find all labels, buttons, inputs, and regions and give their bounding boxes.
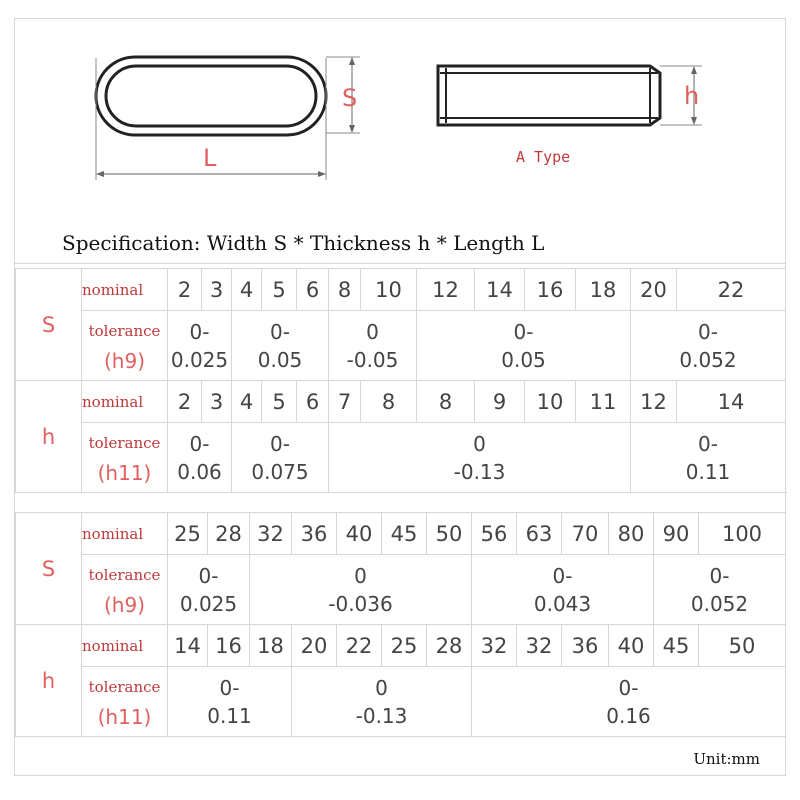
nominal-label: nominal: [82, 513, 168, 555]
nominal-value: 16: [525, 269, 576, 311]
table-row: [16, 423, 786, 493]
table-row: [16, 311, 786, 381]
grade-text: (h11): [97, 460, 152, 485]
tolerance-text: tolerance: [88, 565, 161, 584]
tolerance-value: 0- 0.043: [472, 555, 654, 625]
nominal-value: 3: [202, 269, 232, 311]
grade-text: (h9): [103, 348, 145, 373]
nominal-value: 32: [517, 625, 562, 667]
nominal-value: 5: [262, 269, 297, 311]
nominal-value: 4: [232, 269, 262, 311]
tolerance-value: 0- 0.052: [654, 555, 786, 625]
type-label: A Type: [516, 148, 571, 166]
tolerance-value: 0 -0.13: [329, 423, 631, 493]
nominal-value: 8: [361, 381, 417, 423]
nominal-value: 6: [297, 381, 329, 423]
nominal-value: 5: [262, 381, 297, 423]
nominal-value: 25: [168, 513, 208, 555]
nominal-value: 18: [250, 625, 292, 667]
tolerance-value: 0- 0.075: [232, 423, 329, 493]
grade-text: (h11): [97, 704, 152, 729]
nominal-label: nominal: [82, 269, 168, 311]
key-top-view: [96, 57, 360, 180]
table-row: [16, 625, 786, 667]
nominal-value: 18: [576, 269, 631, 311]
nominal-value: 22: [337, 625, 382, 667]
nominal-value: 36: [292, 513, 337, 555]
nominal-value: 14: [168, 625, 208, 667]
tolerance-value: 0- 0.11: [168, 667, 292, 737]
tolerance-label: [82, 667, 168, 737]
nominal-value: 50: [427, 513, 472, 555]
grade-text: (h9): [103, 592, 145, 617]
width-label: S: [342, 84, 358, 112]
table-row: [16, 513, 786, 555]
tolerance-value: 0- 0.06: [168, 423, 232, 493]
nominal-value: 63: [517, 513, 562, 555]
nominal-value: 6: [297, 269, 329, 311]
tolerance-value: 0- 0.05: [417, 311, 631, 381]
tolerance-value: 0- 0.052: [631, 311, 786, 381]
nominal-value: 45: [654, 625, 699, 667]
tolerance-value: 0- 0.025: [168, 311, 232, 381]
nominal-value: 80: [609, 513, 654, 555]
nominal-value: 100: [699, 513, 786, 555]
nominal-label: nominal: [82, 625, 168, 667]
nominal-value: 45: [382, 513, 427, 555]
tolerance-value: 0 -0.05: [329, 311, 417, 381]
spec-title: Specification: Width S * Thickness h * Length L: [62, 231, 545, 255]
symbol-cell: S: [16, 269, 82, 381]
thickness-label: h: [684, 82, 700, 110]
tolerance-value: 0 -0.13: [292, 667, 472, 737]
divider: [15, 263, 785, 264]
tolerance-value: 0- 0.11: [631, 423, 786, 493]
nominal-value: 10: [361, 269, 417, 311]
tolerance-value: 0- 0.16: [472, 667, 786, 737]
nominal-value: 2: [168, 381, 202, 423]
nominal-value: 14: [475, 269, 525, 311]
nominal-value: 8: [417, 381, 475, 423]
tolerance-label: [82, 311, 168, 381]
nominal-label: nominal: [82, 381, 168, 423]
nominal-value: 28: [208, 513, 250, 555]
nominal-value: 11: [576, 381, 631, 423]
tolerance-label: [82, 555, 168, 625]
tolerance-text: tolerance: [88, 677, 161, 696]
nominal-value: 36: [562, 625, 609, 667]
symbol-cell: S: [16, 513, 82, 625]
tolerance-text: tolerance: [88, 433, 161, 452]
nominal-value: 90: [654, 513, 699, 555]
nominal-value: 4: [232, 381, 262, 423]
tolerance-value: 0- 0.05: [232, 311, 329, 381]
tolerance-label: [82, 423, 168, 493]
nominal-value: 12: [417, 269, 475, 311]
symbol-cell: h: [16, 625, 82, 737]
spec-table-1: [15, 268, 786, 493]
nominal-value: 7: [329, 381, 361, 423]
key-side-view: [438, 66, 702, 125]
table-row: [16, 667, 786, 737]
tolerance-value: 0- 0.025: [168, 555, 250, 625]
nominal-value: 70: [562, 513, 609, 555]
tolerance-value: 0 -0.036: [250, 555, 472, 625]
nominal-value: 12: [631, 381, 677, 423]
nominal-value: 9: [475, 381, 525, 423]
table-row: [16, 555, 786, 625]
symbol-cell: h: [16, 381, 82, 493]
nominal-value: 3: [202, 381, 232, 423]
nominal-value: 32: [472, 625, 517, 667]
nominal-value: 14: [677, 381, 786, 423]
nominal-value: 10: [525, 381, 576, 423]
nominal-value: 25: [382, 625, 427, 667]
nominal-value: 40: [609, 625, 654, 667]
nominal-value: 32: [250, 513, 292, 555]
nominal-value: 56: [472, 513, 517, 555]
nominal-value: 28: [427, 625, 472, 667]
nominal-value: 22: [677, 269, 786, 311]
key-drawing: [0, 0, 800, 230]
nominal-value: 40: [337, 513, 382, 555]
length-label: L: [203, 144, 217, 172]
nominal-value: 20: [292, 625, 337, 667]
nominal-value: 2: [168, 269, 202, 311]
tolerance-text: tolerance: [88, 321, 161, 340]
table-row: [16, 269, 786, 311]
table-row: [16, 381, 786, 423]
nominal-value: 50: [699, 625, 786, 667]
nominal-value: 20: [631, 269, 677, 311]
nominal-value: 8: [329, 269, 361, 311]
spec-table-2: [15, 512, 786, 737]
unit-note: Unit:mm: [693, 750, 760, 768]
nominal-value: 16: [208, 625, 250, 667]
